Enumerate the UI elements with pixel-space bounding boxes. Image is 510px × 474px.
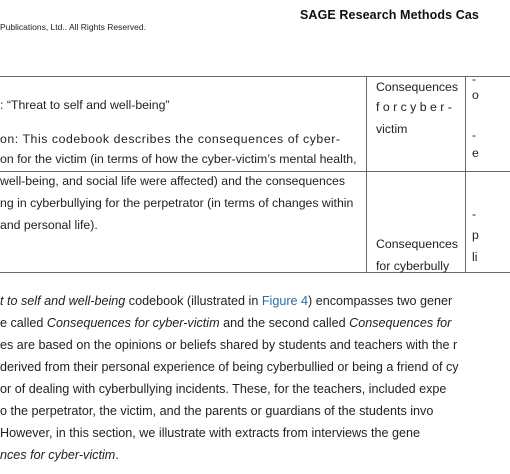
description-line: and personal life). [0,218,98,232]
figure-4-link[interactable]: Figure 4 [261,294,309,308]
row2-label-line: for cyberbully [376,259,450,273]
row2-right-fragment: li [472,250,478,264]
row1-label-line: Consequences [376,80,459,94]
row1-right-fragment: e [472,146,479,160]
table-top-border [0,76,510,77]
paragraph-line [0,294,452,308]
paragraph-line: or of dealing with cyberbullying incidents. These, for the teachers, included expe [0,382,447,396]
row2-right-fragment: p [472,228,479,242]
copyright-notice: Publications, Ltd.. All Rights Reserved. [0,22,146,32]
row1-label-line: victim [376,122,408,136]
paragraph-line: However, in this section, we illustrate with extracts from interviews the gene [0,426,420,440]
paragraph-text: e called [0,316,47,330]
paragraph-line [0,316,451,330]
table-row-divider [0,171,510,172]
row1-right-fragment: o [472,88,479,102]
paragraph-text: . [115,448,119,462]
paragraph-line: es are based on the opinions or beliefs shared by students and teachers with the r [0,338,458,352]
table-column-divider-1 [366,76,367,273]
row1-right-fragment: - [472,72,477,86]
paragraph-text: and the second called [219,316,350,330]
paragraph-text: codebook (illustrated in [125,294,262,308]
row2-label-line: Consequences [376,237,459,251]
paragraph-line: derived from their personal experience of being cyberbullied or being a friend of cy [0,360,459,374]
description-line: on: This codebook describes the consequences of cyber- [0,132,341,146]
codebook-title-italic: t to self and well-being [0,294,126,308]
theme-name-italic: Consequences for cyber-victim [46,316,220,330]
theme-name-italic: Consequences for [349,316,452,330]
row1-label-line: f o r c y b e r - [376,100,452,114]
theme-name-italic: nces for cyber-victim [0,448,116,462]
table-column-divider-2 [465,76,466,273]
description-line: on for the victim (in terms of how the cyber-victim’s mental health, [0,152,357,166]
description-line: well-being, and social life were affected) and the consequences [0,174,345,188]
paragraph-line: o the perpetrator, the victim, and the parents or guardians of the students invo [0,404,434,418]
codebook-name: : “Threat to self and well-being” [0,98,170,112]
document-title: SAGE Research Methods Cas [300,8,479,22]
codebook-table [0,72,510,273]
row1-right-fragment: - [472,128,477,142]
row2-right-fragment: - [472,207,477,221]
paragraph-text: ) encompasses two gener [308,294,453,308]
paragraph-line [0,448,119,462]
description-line: ng in cyberbullying for the perpetrator (in terms of changes within [0,196,354,210]
